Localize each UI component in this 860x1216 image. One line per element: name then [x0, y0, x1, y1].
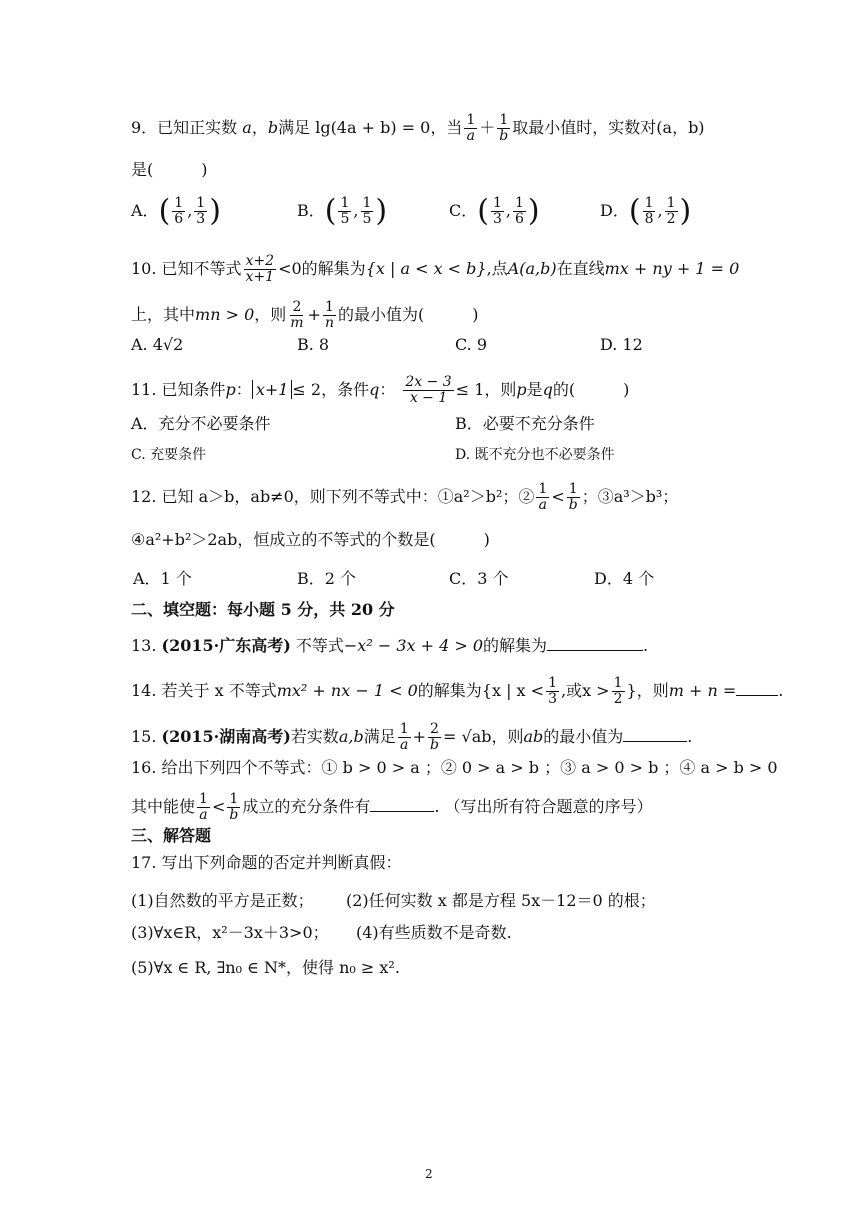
q11-colon: ： — [235, 380, 252, 399]
q12-option-c: C．3 个 — [449, 569, 509, 588]
q14-ask: m + n = — [668, 681, 737, 700]
q12-frac1 — [536, 482, 549, 513]
q14-line — [131, 676, 783, 707]
q15-frac1-num: 1 — [399, 721, 409, 737]
q15-text-c: ，则 — [491, 727, 524, 746]
q12-lt: < — [551, 487, 565, 506]
q9-option-d-lparen: ( — [628, 193, 641, 229]
q10-option-c: C. 9 — [455, 335, 488, 354]
q9-line2: 是( ) — [131, 160, 208, 179]
q15-frac2 — [428, 722, 441, 753]
q14-set-c: } — [626, 681, 637, 700]
q9-option-b-lparen: ( — [324, 193, 337, 229]
q16-text-a: 其中能使 — [131, 797, 196, 816]
q9-text-c: ，当 — [430, 118, 463, 137]
q11-frac-den: x − 1 — [409, 390, 448, 406]
q9-frac1-den: a — [466, 128, 475, 144]
q9-option-a-f1 — [172, 196, 185, 227]
q12-line1 — [131, 482, 678, 513]
q9-option-b-d1: 5 — [340, 211, 350, 227]
q15-end: . — [687, 727, 693, 746]
q10-frac1 — [288, 300, 305, 331]
q14-text-c: ，则 — [636, 681, 669, 700]
q15-frac2-den: b — [430, 737, 439, 753]
q14-set-b: ,或x > — [560, 681, 610, 700]
q9-var-b: b — [267, 118, 279, 137]
q16-frac2-den: b — [229, 807, 239, 823]
q9-option-a-n1: 1 — [174, 195, 184, 211]
q11-frac — [403, 375, 453, 406]
q9-option-b: B．( $\frac{1}{5}$ , $\frac{1}{5}$ ) — [297, 193, 388, 229]
q9-option-c-f2 — [513, 196, 526, 227]
q9-frac2-den: b — [499, 128, 509, 144]
q14-text-b: 的解集为 — [417, 681, 482, 700]
q9-pair: (a，b) — [656, 118, 705, 137]
q10-option-b: B. 8 — [297, 335, 330, 354]
q14-frac2-den: 2 — [613, 691, 623, 707]
q11-q-2: q — [542, 380, 553, 399]
q11-colon-2: ： — [379, 380, 396, 399]
q15-plus: + — [412, 727, 427, 746]
q9-option-a-f2 — [194, 196, 207, 227]
q9-option-b-n2: 1 — [362, 195, 372, 211]
q16-frac2-num: 1 — [229, 791, 239, 807]
q9-option-d-f2 — [665, 196, 678, 227]
q9-option-d-label: D． — [600, 201, 629, 220]
q17-item1: (1)自然数的平方是正数； — [131, 891, 314, 910]
q11-option-a: A．充分不必要条件 — [131, 414, 271, 433]
q15-ab: ab — [523, 727, 544, 746]
q9-expr: lg(4a + b) = 0 — [315, 118, 431, 137]
q11-frac-num: 2x − 3 — [405, 374, 452, 390]
q9-plus: ＋ — [479, 118, 496, 137]
q9-option-c-f1 — [491, 196, 504, 227]
q12-frac2-num: 1 — [568, 481, 578, 497]
q9-option-d-d1: 8 — [644, 211, 654, 227]
q13-expr: −x² − 3x + 4 > 0 — [343, 636, 484, 655]
q15-text-d: 的最小值为 — [543, 727, 624, 746]
q9-option-c-rparen: ) — [527, 193, 540, 229]
q10-frac-den: x+1 — [245, 269, 275, 285]
q10-text-b: <0的解集为 — [278, 259, 366, 278]
section-fill-in-heading: 二、填空题：每小题 5 分，共 20 分 — [131, 600, 395, 619]
q9-option-b-rparen: ) — [375, 193, 388, 229]
q10-line-eq: mx + ny + 1 = 0 — [604, 259, 740, 278]
q15-number: 15. — [131, 727, 157, 746]
q13-tail: 的解集为 — [483, 636, 548, 655]
q9-option-d-d2: 2 — [666, 211, 676, 227]
q11-text-b: ，条件 — [321, 380, 370, 399]
q9-option-b-d2: 5 — [362, 211, 372, 227]
q16-frac1 — [197, 792, 210, 823]
q12-option-a: A．1 个 — [133, 569, 192, 588]
q10-cond: mn > 0 — [195, 305, 255, 324]
q16-answer-blank[interactable] — [370, 795, 434, 812]
q9-frac2-num: 1 — [499, 112, 509, 128]
q12-text-a: 12. 已知 a＞b，ab≠0，则下列不等式中：①a²＞b²；② — [131, 487, 535, 506]
q9-frac1 — [464, 113, 477, 144]
q10-frac1-num: 2 — [292, 299, 302, 315]
q15-line — [131, 722, 692, 753]
q9-option-a-lparen: ( — [158, 193, 171, 229]
q9-option-c-d1: 3 — [492, 211, 502, 227]
q14-frac2-num: 1 — [613, 675, 623, 691]
q13-line — [131, 634, 648, 656]
q10-line2 — [131, 300, 478, 331]
q10-frac-num: x+2 — [245, 253, 275, 269]
q17-item2: (2)任何实数 x 都是方程 5x－12＝0 的根； — [346, 891, 656, 910]
q9-option-b-n1: 1 — [340, 195, 350, 211]
q9-frac2 — [497, 113, 510, 144]
q9-option-d-rparen: ) — [679, 193, 692, 229]
q10-point: A(a,b) — [507, 259, 557, 278]
q14-frac2 — [612, 676, 625, 707]
q16-text-c: . （写出所有符合题意的序号） — [434, 797, 653, 816]
q17-line1: 17. 写出下列命题的否定并判断真假： — [131, 853, 402, 872]
q10-text-d: 在直线 — [556, 259, 605, 278]
q15-text-b: 满足 — [363, 727, 396, 746]
q14-text-a: 14. 若关于 x 不等式 — [131, 681, 277, 700]
section-solution-heading: 三、解答题 — [131, 826, 212, 845]
q10-frac2-num: 1 — [325, 299, 334, 315]
q10-frac — [244, 254, 277, 285]
q10-frac1-den: m — [290, 315, 304, 331]
q14-frac1 — [546, 676, 559, 707]
q17-item4: (4)有些质数不是奇数. — [356, 923, 512, 942]
q11-option-c: C. 充要条件 — [131, 447, 207, 463]
q10-plus: + — [307, 305, 321, 324]
q11-option-b: B．必要不充分条件 — [455, 414, 595, 433]
q9-option-d: D．( $\frac{1}{8}$ , $\frac{1}{2}$ ) — [600, 193, 692, 229]
q13-source: (2015·广东高考) — [161, 636, 291, 655]
q9-line1 — [131, 113, 705, 144]
page-number: 2 — [425, 1167, 433, 1181]
q11-q: q — [369, 380, 380, 399]
q9-option-a-label: A． — [131, 201, 159, 220]
q9-option-a-rparen: ) — [209, 193, 221, 229]
q15-frac1-den: a — [399, 737, 409, 753]
q13-answer-blank[interactable] — [547, 634, 643, 651]
q12-frac2 — [567, 482, 580, 513]
q14-set-a: {x | x < — [481, 681, 545, 700]
q15-text-a: 若实数 — [290, 727, 339, 746]
q9-option-c-n2: 1 — [514, 195, 524, 211]
q10-option-a: A. 4√2 — [131, 335, 184, 354]
q16-text-b: 成立的充分条件有 — [242, 797, 371, 816]
q9-option-d-n2: 1 — [666, 195, 676, 211]
q12-frac1-den: a — [538, 497, 548, 513]
q15-answer-blank[interactable] — [623, 725, 687, 742]
q14-end: . — [778, 681, 784, 700]
q16-line1: 16. 给出下列四个不等式：① b > 0 > a ；② 0 > a > b ；③ a > 0 > b ；④ a > b > 0 — [131, 758, 778, 777]
q9-frac1-num: 1 — [466, 112, 476, 128]
q10-option-d: D. 12 — [600, 335, 643, 354]
q10-text-g: 的最小值为( ) — [337, 305, 479, 324]
q9-option-c-label: C． — [449, 201, 478, 220]
q16-frac1-num: 1 — [199, 791, 208, 807]
q10-text-f: ，则 — [254, 305, 287, 324]
q14-answer-blank[interactable] — [736, 679, 778, 696]
q14-frac1-den: 3 — [548, 691, 557, 707]
q9-option-d-f1 — [643, 196, 656, 227]
q16-frac2 — [227, 792, 240, 823]
q11-text-e: 的( ) — [552, 380, 630, 399]
q11-le1: ≤ 1 — [455, 380, 485, 399]
q9-option-a-d2: 3 — [196, 211, 206, 227]
q9-option-c-lparen: ( — [477, 193, 489, 229]
q9-text: 9．已知正实数 — [131, 118, 238, 137]
q9-option-b-f1 — [338, 196, 351, 227]
q15-frac2-num: 2 — [430, 721, 439, 737]
q12-frac2-den: b — [568, 497, 578, 513]
q9-text-b: 满足 — [278, 118, 311, 137]
q11-line1 — [131, 375, 629, 406]
q11-option-d: D. 既不充分也不必要条件 — [455, 447, 615, 463]
q11-abs-expr: x+1 — [252, 380, 293, 399]
q10-text-e: 上，其中 — [131, 305, 196, 324]
q9-text-d: 取最小值时，实数对 — [512, 118, 657, 137]
q14-frac1-num: 1 — [548, 675, 557, 691]
q9-var-a: a — [242, 118, 252, 137]
q12-frac1-num: 1 — [538, 481, 548, 497]
q12-option-b: B．2 个 — [297, 569, 357, 588]
q9-option-a-d1: 6 — [174, 211, 184, 227]
q12-line2: ④a²+b²＞2ab，恒成立的不等式的个数是( ) — [131, 530, 490, 549]
q16-lt: < — [211, 797, 226, 816]
q11-text-a: 11. 已知条件 — [131, 380, 226, 399]
q12-text-b: ；③a³＞b³； — [581, 487, 679, 506]
q17-item3: (3)∀x∈R，x²－3x＋3>0； — [131, 923, 329, 942]
q15-frac1 — [398, 722, 411, 753]
q13-number: 13. — [131, 636, 157, 655]
q9-option-c-n1: 1 — [492, 195, 502, 211]
q9-option-a: A．( $\frac{1}{6}$ , $\frac{1}{3}$ ) — [131, 193, 221, 229]
q10-line1 — [131, 254, 739, 285]
q13-end: . — [643, 636, 649, 655]
q9-option-b-label: B． — [297, 201, 325, 220]
q10-text-c: ,点 — [486, 259, 508, 278]
q12-option-d: D．4 个 — [594, 569, 655, 588]
q15-source: (2015·湖南高考) — [161, 727, 291, 746]
q9-sep: ， — [251, 118, 268, 137]
q9-option-a-n2: 1 — [196, 195, 206, 211]
q9-option-c-d2: 6 — [514, 211, 524, 227]
q11-text-d: 是 — [526, 380, 543, 399]
q10-text-a: 10. 已知不等式 — [131, 259, 242, 278]
q16-line2 — [131, 792, 653, 823]
q9-option-d-n1: 1 — [644, 195, 654, 211]
q10-set: {x | a < x < b} — [365, 259, 487, 278]
q9-option-b-f2 — [361, 196, 374, 227]
q10-frac2 — [323, 300, 336, 331]
q15-eq: = √ab — [443, 727, 492, 746]
q11-p: p — [225, 380, 236, 399]
q10-frac2-den: n — [324, 315, 334, 331]
q14-expr: mx² + nx − 1 < 0 — [276, 681, 418, 700]
q16-frac1-den: a — [199, 807, 208, 823]
q15-vars: a,b — [338, 727, 364, 746]
q11-p-2: p — [516, 380, 527, 399]
q11-le2: ≤ 2 — [292, 380, 322, 399]
q11-text-c: ，则 — [484, 380, 517, 399]
q9-option-c: C．( $\frac{1}{3}$ , $\frac{1}{6}$ ) — [449, 193, 540, 229]
q13-text: 不等式 — [290, 636, 344, 655]
q17-item5: (5)∀x ∈ R, ∃n₀ ∈ N*，使得 n₀ ≥ x². — [131, 958, 400, 977]
